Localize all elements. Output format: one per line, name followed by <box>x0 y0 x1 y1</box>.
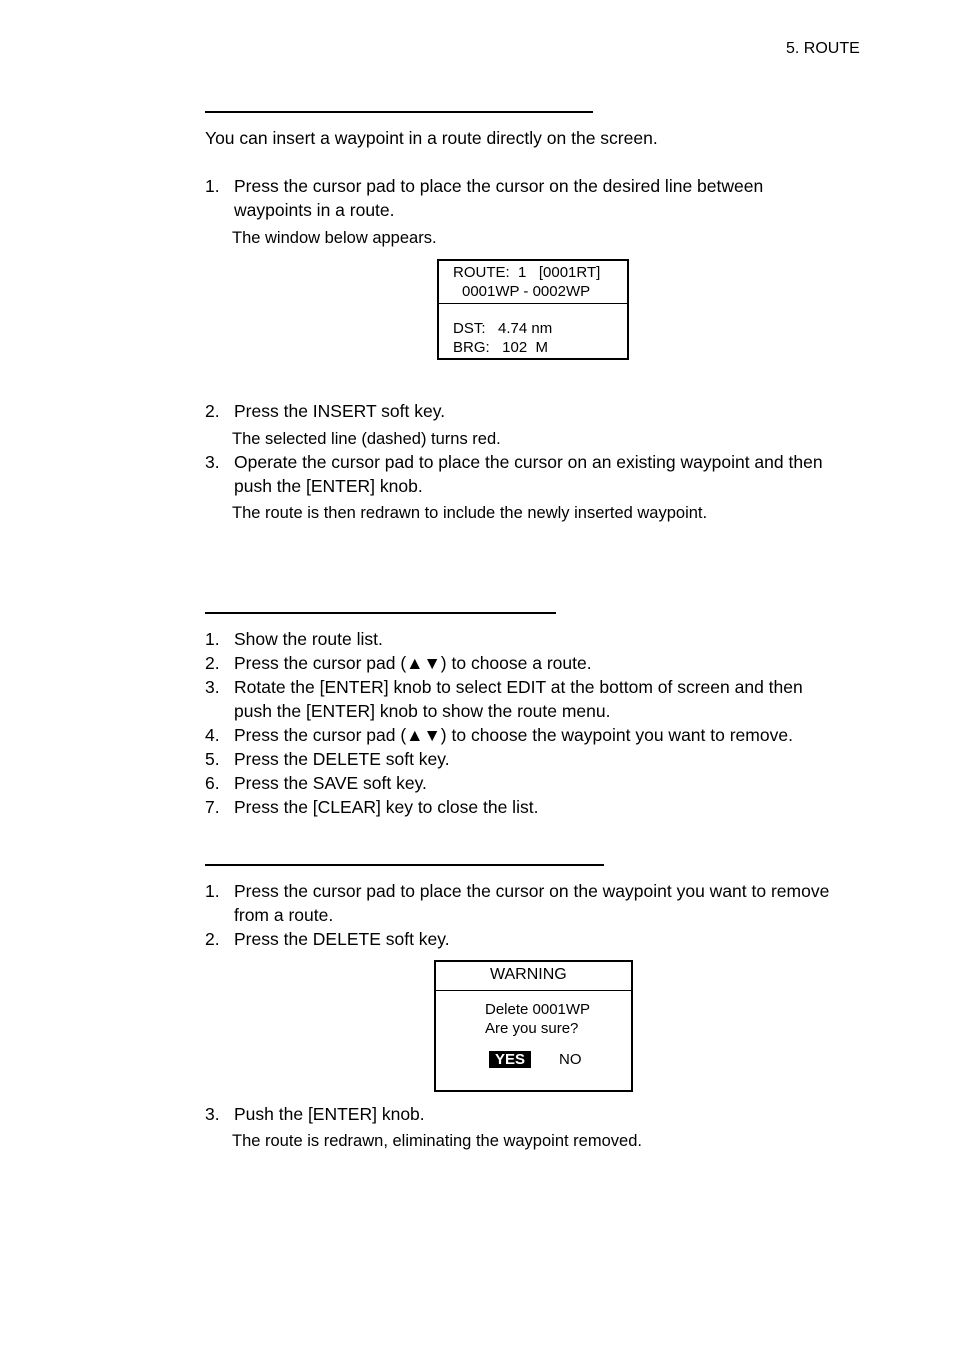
step-number: 3. <box>205 452 220 472</box>
step-text: Show the route list. <box>234 629 383 649</box>
page-header: 5. ROUTE <box>786 40 860 57</box>
step-number: 6. <box>205 773 220 793</box>
step-number: 2. <box>205 653 220 673</box>
step-text: Press the cursor pad (▲▼) to choose the waypoint you want to remove. <box>234 725 793 745</box>
remove-screen-step-3-note: The route is redrawn, eliminating the waypoint removed. <box>232 1132 642 1150</box>
route-leg: 0001WP - 0002WP <box>462 283 591 300</box>
step-number: 1. <box>205 176 220 196</box>
step-number: 5. <box>205 749 220 769</box>
step-text: Press the SAVE soft key. <box>234 773 427 793</box>
insert-step-2-note: The selected line (dashed) turns red. <box>232 430 501 448</box>
step-text: Press the INSERT soft key. <box>234 401 446 421</box>
section-rule-remove-screen <box>205 864 604 866</box>
warning-message-delete: Delete 0001WP <box>485 1001 591 1018</box>
step-text: Operate the cursor pad to place the cursor on an existing waypoint and then <box>234 452 823 472</box>
step-number: 3. <box>205 677 220 697</box>
warning-dialog <box>434 960 633 1092</box>
route-bearing: BRG: 102 M <box>453 339 549 356</box>
step-text: Press the DELETE soft key. <box>234 929 450 949</box>
section-rule-remove-list <box>205 612 556 614</box>
yes-button[interactable]: YES <box>489 1051 531 1068</box>
section-rule-insert <box>205 111 593 113</box>
warning-divider <box>436 990 631 991</box>
step-number: 2. <box>205 929 220 949</box>
step-text: Press the cursor pad (▲▼) to choose a route. <box>234 653 592 673</box>
route-title: ROUTE: 1 [0001RT] <box>453 264 601 281</box>
step-number: 1. <box>205 881 220 901</box>
route-distance: DST: 4.74 nm <box>453 320 553 337</box>
step-text: Rotate the [ENTER] knob to select EDIT at the bottom of screen and then <box>234 677 803 697</box>
step-text: push the [ENTER] knob. <box>234 476 423 496</box>
step-number: 2. <box>205 401 220 421</box>
step-number: 3. <box>205 1104 220 1124</box>
route-info-window <box>437 259 629 360</box>
step-text: Press the cursor pad to place the cursor on the desired line between <box>234 176 764 196</box>
insert-step-3-note: The route is then redrawn to include the newly inserted waypoint. <box>232 504 708 522</box>
insert-intro: You can insert a waypoint in a route directly on the screen. <box>205 128 658 148</box>
step-text: from a route. <box>234 905 334 925</box>
no-button[interactable]: NO <box>559 1051 582 1068</box>
step-number: 4. <box>205 725 220 745</box>
step-number: 1. <box>205 629 220 649</box>
insert-step-1-note: The window below appears. <box>232 229 437 247</box>
step-text: Press the [CLEAR] key to close the list. <box>234 797 539 817</box>
step-text: waypoints in a route. <box>234 200 395 220</box>
step-text: Press the DELETE soft key. <box>234 749 450 769</box>
step-text: push the [ENTER] knob to show the route menu. <box>234 701 611 721</box>
step-number: 7. <box>205 797 220 817</box>
step-text: Press the cursor pad to place the cursor on the waypoint you want to remove <box>234 881 830 901</box>
warning-message-confirm: Are you sure? <box>485 1020 579 1037</box>
route-window-divider <box>439 303 627 304</box>
warning-title: WARNING <box>490 966 567 983</box>
step-text: Push the [ENTER] knob. <box>234 1104 425 1124</box>
